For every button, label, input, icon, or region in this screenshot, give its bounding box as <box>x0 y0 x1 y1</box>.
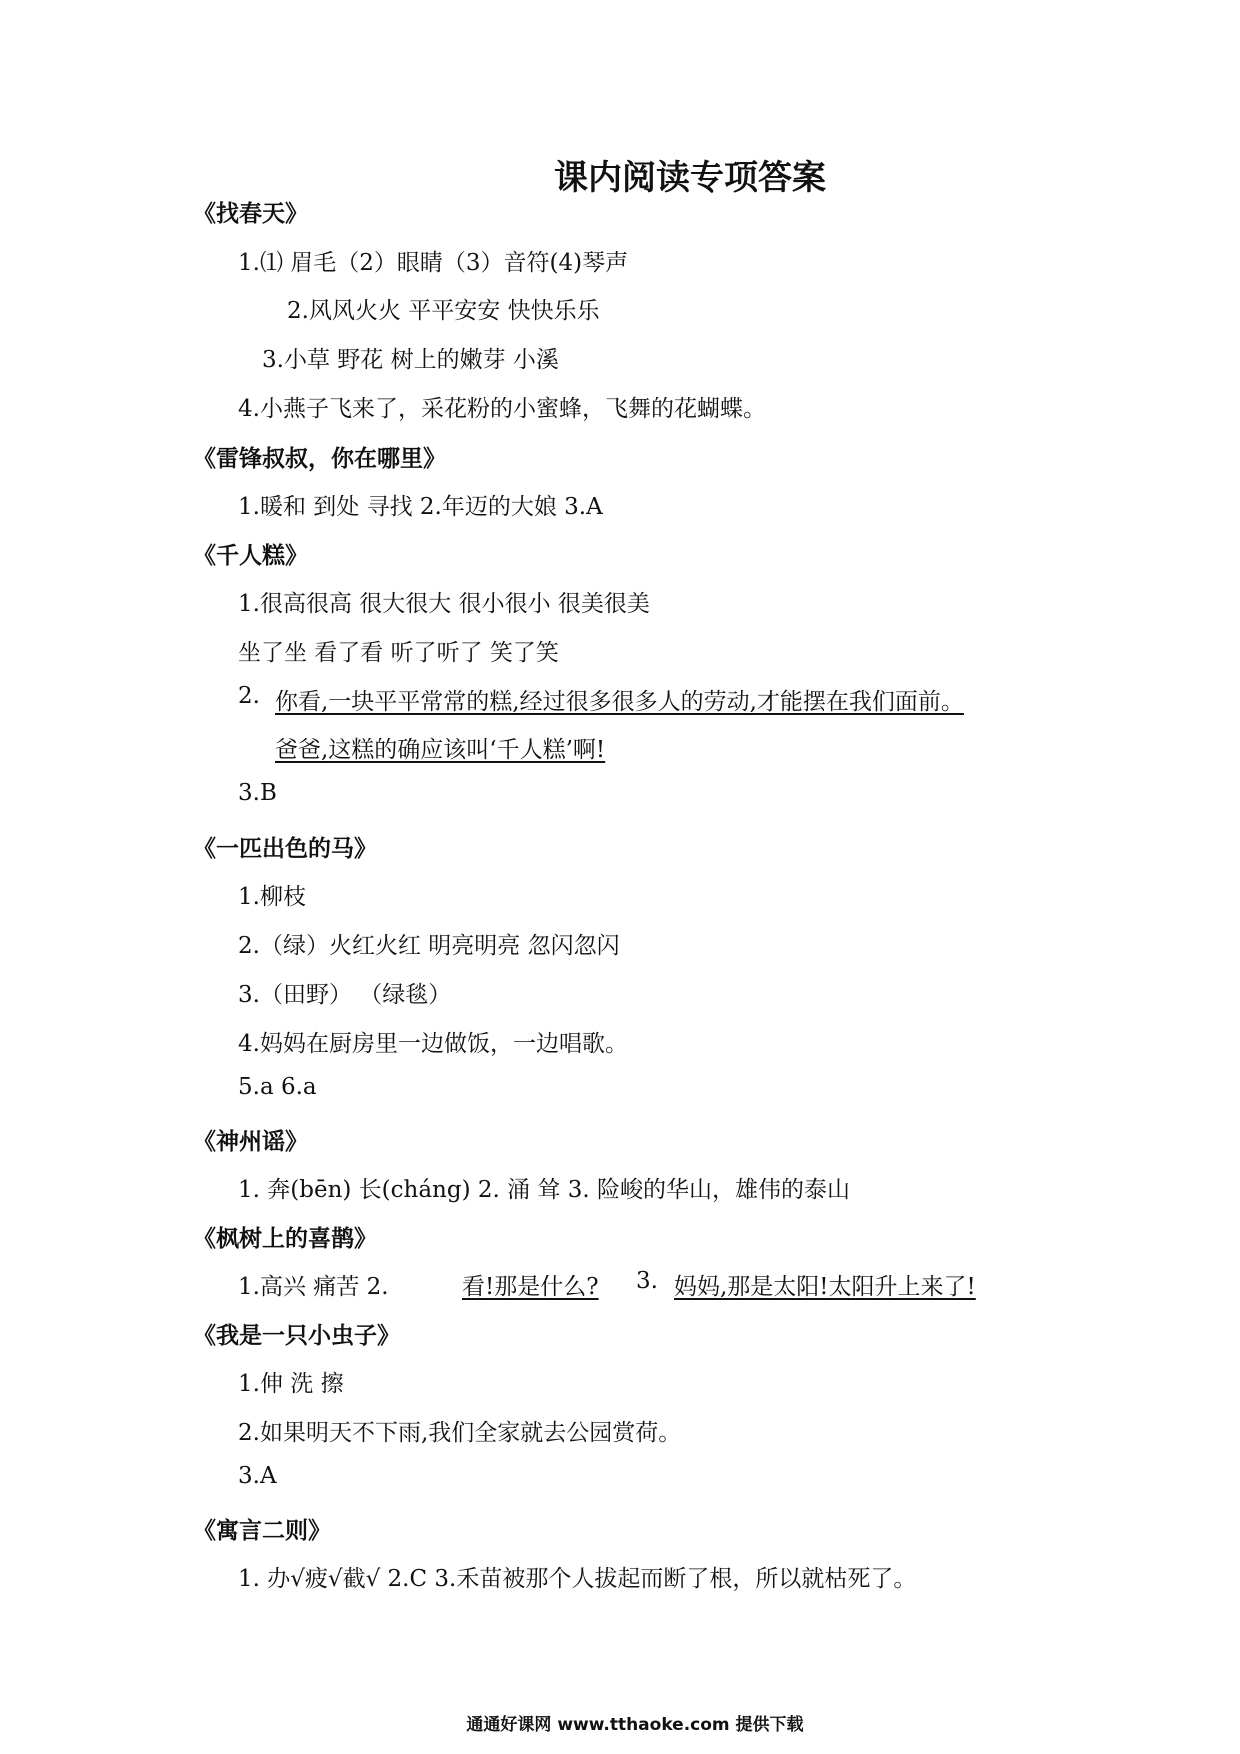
answer-line: 1.柳枝 <box>238 884 306 910</box>
answer-line: 1.很高很高 很大很大 很小很小 很美很美 <box>238 591 650 617</box>
answer-line: 3.小草 野花 树上的嫩芽 小溪 <box>262 347 559 373</box>
answer-line: 5.a 6.a <box>238 1074 317 1100</box>
answer-line: 1. 奔(bēn) 长(cháng) 2. 涌 耸 3. 险峻的华山，雄伟的泰山 <box>238 1177 850 1203</box>
answer-underlined: 你看,一块平平常常的糕,经过很多很多人的劳动,才能摆在我们面前。 <box>275 689 964 715</box>
answer-line: 1.高兴 痛苦 2. <box>238 1274 389 1300</box>
section-heading: 《雷锋叔叔，你在哪里》 <box>193 446 446 472</box>
section-heading: 《神州谣》 <box>193 1129 308 1155</box>
section-heading: 《一匹出色的马》 <box>193 836 377 862</box>
answer-line: 4.小燕子飞来了，采花粉的小蜜蜂，飞舞的花蝴蝶。 <box>238 396 766 422</box>
page-title: 课内阅读专项答案 <box>554 158 826 198</box>
answer-underlined: 爸爸,这糕的确应该叫‘千人糕’啊! <box>275 737 606 763</box>
answer-line: 2.（绿）火红火红 明亮明亮 忽闪忽闪 <box>238 933 620 959</box>
answer-line: 3. <box>636 1268 658 1294</box>
section-heading: 《找春天》 <box>193 201 308 227</box>
answer-line: 4.妈妈在厨房里一边做饭，一边唱歌。 <box>238 1031 628 1057</box>
answer-line: 1. 办√疲√截√ 2.C 3.禾苗被那个人拔起而断了根，所以就枯死了。 <box>238 1566 917 1592</box>
section-heading: 《我是一只小虫子》 <box>193 1323 400 1349</box>
section-heading: 《千人糕》 <box>193 543 308 569</box>
section-heading: 《寓言二则》 <box>193 1518 331 1544</box>
answer-line: 3.A <box>238 1463 277 1489</box>
answer-line: 1.暖和 到处 寻找 2.年迈的大娘 3.A <box>238 494 603 520</box>
answer-line: 3.B <box>238 780 277 806</box>
answer-line: 2. <box>238 683 260 709</box>
answer-underlined: 妈妈,那是太阳!太阳升上来了! <box>674 1274 976 1300</box>
answer-line: 2.如果明天不下雨,我们全家就去公园赏荷。 <box>238 1420 682 1446</box>
answer-line: 2.风风火火 平平安安 快快乐乐 <box>287 298 600 324</box>
answer-underlined: 看!那是什么? <box>462 1274 599 1300</box>
answer-line: 3.（田野） （绿毯） <box>238 982 452 1008</box>
answer-line: 坐了坐 看了看 听了听了 笑了笑 <box>238 640 559 666</box>
answer-line: 1.伸 洗 擦 <box>238 1371 344 1397</box>
answer-line: 1.⑴ 眉毛（2）眼睛（3）音符(4)琴声 <box>238 250 629 276</box>
section-heading: 《枫树上的喜鹊》 <box>193 1226 377 1252</box>
footer-credit: 通通好课网 www.tthaoke.com 提供下载 <box>466 1715 804 1735</box>
